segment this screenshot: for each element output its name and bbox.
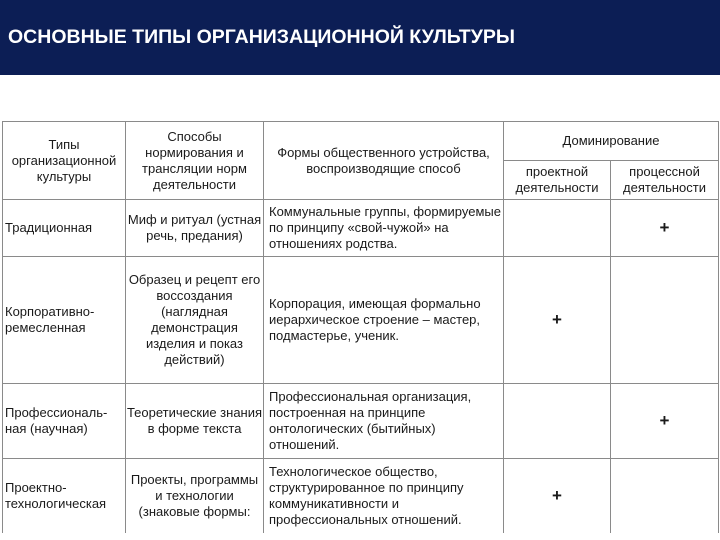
cell-means: Проекты, программы и технологии (знаковые формы: xyxy=(126,459,264,534)
cell-forms: Корпорация, имеющая формально иерархическое строение – мастер, подмастерье, ученик. xyxy=(264,257,504,384)
table-row xyxy=(3,257,719,384)
cell-forms: Коммунальные группы, формируемые по принципу «свой-чужой» на отношениях родства. xyxy=(264,200,504,257)
cell-project xyxy=(504,200,611,257)
title-bar xyxy=(0,0,720,75)
header-forms: Формы общественного устройства, воспроизводящие способ xyxy=(264,122,504,200)
header-types: Типы организационной культуры xyxy=(3,122,126,200)
cell-type: Традиционная xyxy=(3,200,126,257)
cell-process xyxy=(611,459,719,534)
culture-types-table xyxy=(2,121,719,533)
header-dominance: Доминирование xyxy=(504,122,719,161)
cell-forms: Профессиональная организация, построенная на принципе онтологических (бытийных) отношений. xyxy=(264,384,504,459)
header-process: процессной деятельности xyxy=(611,161,719,200)
cell-project: + xyxy=(504,459,611,534)
cell-means: Миф и ритуал (устная речь, предания) xyxy=(126,200,264,257)
cell-type: Корпоративно-ремесленная xyxy=(3,257,126,384)
cell-process xyxy=(611,257,719,384)
table-row xyxy=(3,200,719,257)
cell-forms: Технологическое общество, структурированное по принципу коммуникативности и профессиональных отношений. xyxy=(264,459,504,534)
cell-project: + xyxy=(504,257,611,384)
header-means: Способы нормирования и трансляции норм деятельности xyxy=(126,122,264,200)
header-project: проектной деятельности xyxy=(504,161,611,200)
cell-project xyxy=(504,384,611,459)
cell-type: Проектно-технологическая xyxy=(3,459,126,534)
cell-means: Теоретические знания в форме текста xyxy=(126,384,264,459)
table-row xyxy=(3,459,719,534)
cell-means: Образец и рецепт его воссоздания (наглядная демонстрация изделия и показ действий) xyxy=(126,257,264,384)
cell-process: + xyxy=(611,200,719,257)
table-row xyxy=(3,384,719,459)
slide-title: ОСНОВНЫЕ ТИПЫ ОРГАНИЗАЦИОННОЙ КУЛЬТУРЫ xyxy=(8,26,515,48)
cell-type: Профессиональ-ная (научная) xyxy=(3,384,126,459)
cell-process: + xyxy=(611,384,719,459)
